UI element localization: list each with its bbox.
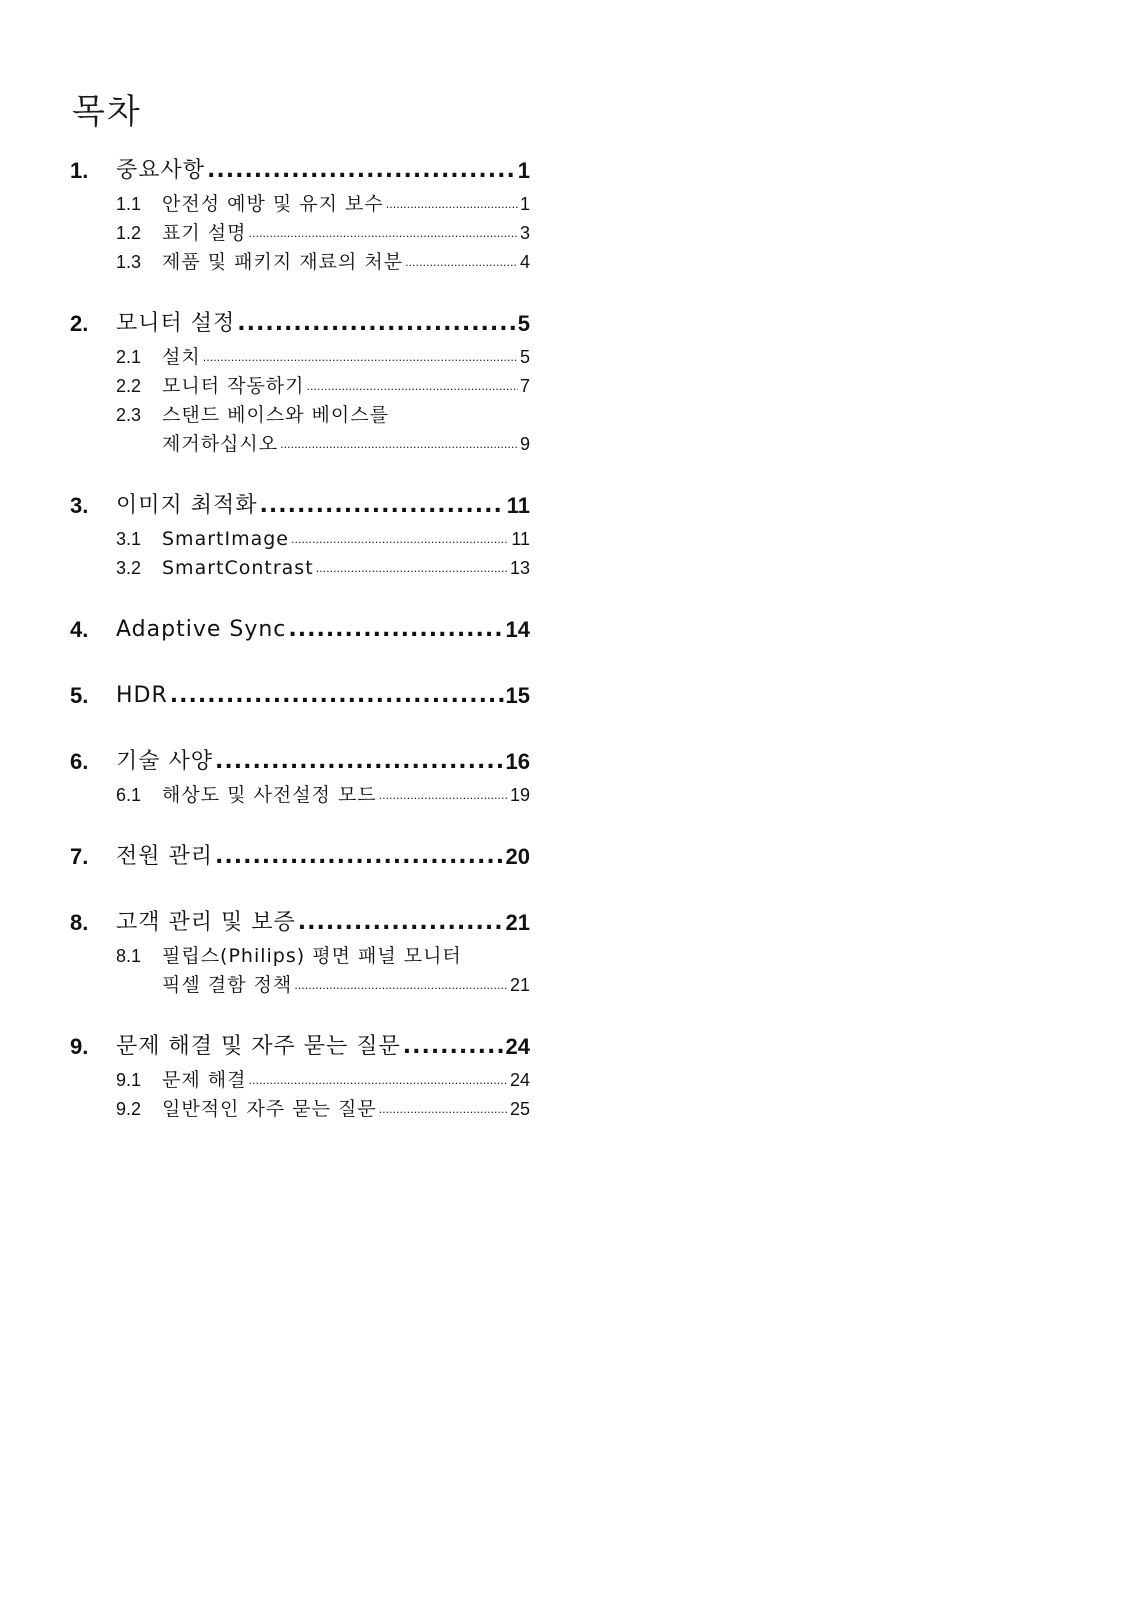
toc-section-3 (70, 487, 530, 583)
toc-subentry-label: 제품 및 패키지 재료의 처분 (162, 251, 404, 273)
toc-subentry-page: 9 (519, 434, 530, 454)
toc-subentry-label: 안전성 예방 및 유지 보수 (162, 193, 384, 215)
toc-subentry-3-2[interactable] (70, 554, 530, 583)
toc-subentry-number: 9.1 (116, 1070, 142, 1090)
toc-entry-label: 중요사항 (116, 158, 206, 183)
dot-leader (298, 904, 504, 942)
toc-section-1 (70, 152, 530, 277)
table-of-contents (70, 152, 530, 1124)
toc-subentry-3-1[interactable] (70, 525, 530, 554)
dot-leader (280, 430, 518, 459)
dot-leader (260, 487, 505, 525)
toc-entry-number: 3. (70, 493, 89, 518)
toc-entry-1[interactable] (70, 152, 530, 190)
toc-subentry-page: 4 (519, 252, 530, 272)
toc-subentry-number: 2.2 (116, 376, 142, 396)
toc-subentry-9-2[interactable] (70, 1095, 530, 1124)
toc-section-5 (70, 677, 530, 715)
toc-subentry-label: 표기 설명 (162, 222, 247, 244)
toc-entry-page: 15 (505, 683, 530, 708)
toc-entry-9[interactable] (70, 1028, 530, 1066)
toc-subentry-page: 13 (509, 558, 530, 578)
toc-subentry-8-1-continued[interactable] (70, 971, 530, 1000)
toc-subentry-label: 일반적인 자주 묻는 질문 (162, 1098, 377, 1120)
dot-leader (386, 190, 518, 219)
toc-subentry-1-1[interactable] (70, 190, 530, 219)
toc-entry-number: 9. (70, 1034, 89, 1059)
toc-section-2 (70, 305, 530, 459)
toc-entry-label: 이미지 최적화 (116, 493, 258, 518)
toc-section-7 (70, 838, 530, 876)
toc-entry-page: 5 (517, 311, 530, 336)
toc-entry-number: 4. (70, 617, 89, 642)
dot-leader (203, 343, 518, 372)
toc-subentry-page: 21 (509, 975, 530, 995)
toc-subentry-page: 3 (519, 223, 530, 243)
toc-entry-5[interactable] (70, 677, 530, 715)
toc-subentry-page: 1 (519, 194, 530, 214)
toc-subentry-page: 24 (509, 1070, 530, 1090)
toc-entry-page: 21 (505, 910, 530, 935)
toc-section-6 (70, 743, 530, 810)
toc-subentry-page: 19 (509, 785, 530, 805)
toc-entry-number: 1. (70, 158, 89, 183)
toc-subentry-number: 1.2 (116, 223, 142, 243)
toc-entry-page: 20 (505, 844, 530, 869)
toc-entry-label: HDR (116, 683, 168, 708)
dot-leader (316, 554, 508, 583)
toc-subentry-label: 해상도 및 사전설정 모드 (162, 784, 377, 806)
toc-subentry-page: 5 (519, 347, 530, 367)
toc-subentry-2-3[interactable] (70, 401, 530, 430)
dot-leader (405, 248, 518, 277)
dot-leader (294, 971, 508, 1000)
toc-entry-page: 14 (505, 617, 530, 642)
toc-subentry-2-3-continued[interactable] (70, 430, 530, 459)
toc-subentry-number: 2.1 (116, 347, 142, 367)
toc-subentry-2-1[interactable] (70, 343, 530, 372)
toc-subentry-label: 스탠드 베이스와 베이스를 (162, 404, 389, 426)
toc-entry-6[interactable] (70, 743, 530, 781)
toc-entry-number: 8. (70, 910, 89, 935)
toc-subentry-number: 2.3 (116, 405, 142, 425)
dot-leader (379, 1095, 508, 1124)
toc-entry-label: Adaptive Sync (116, 617, 287, 642)
toc-entry-number: 6. (70, 749, 89, 774)
toc-subentry-label: 설치 (162, 346, 201, 368)
toc-entry-8[interactable] (70, 904, 530, 942)
dot-leader (307, 372, 518, 401)
toc-entry-4[interactable] (70, 611, 530, 649)
toc-entry-page: 16 (505, 749, 530, 774)
toc-entry-number: 7. (70, 844, 89, 869)
toc-subentry-number: 6.1 (116, 785, 142, 805)
dot-leader (237, 305, 515, 343)
toc-subentry-label: 필립스(Philips) 평면 패널 모니터 (162, 945, 462, 967)
toc-subentry-number: 3.2 (116, 558, 142, 578)
toc-entry-number: 2. (70, 311, 89, 336)
toc-subentry-page: 7 (519, 376, 530, 396)
dot-leader (248, 1066, 508, 1095)
dot-leader (248, 219, 518, 248)
toc-entry-3[interactable] (70, 487, 530, 525)
toc-subentry-page: 11 (511, 529, 530, 549)
dot-leader (215, 838, 504, 876)
toc-subentry-1-3[interactable] (70, 248, 530, 277)
dot-leader (215, 743, 504, 781)
toc-subentry-label: 모니터 작동하기 (162, 375, 305, 397)
dot-leader (379, 781, 508, 810)
toc-subentry-number: 3.1 (116, 529, 142, 549)
toc-subentry-number: 8.1 (116, 946, 142, 966)
toc-subentry-2-2[interactable] (70, 372, 530, 401)
toc-subentry-label: 문제 해결 (162, 1069, 247, 1091)
toc-title: 목차 (72, 92, 142, 132)
toc-section-8 (70, 904, 530, 1000)
toc-entry-number: 5. (70, 683, 89, 708)
toc-subentry-number: 1.3 (116, 252, 142, 272)
toc-subentry-number: 1.1 (116, 194, 142, 214)
toc-entry-page: 1 (517, 158, 530, 183)
toc-entry-label: 문제 해결 및 자주 묻는 질문 (116, 1034, 401, 1059)
toc-entry-label: 고객 관리 및 보증 (116, 910, 296, 935)
toc-subentry-number: 9.2 (116, 1099, 142, 1119)
toc-subentry-label: SmartImage (162, 528, 289, 550)
toc-entry-page: 24 (505, 1034, 530, 1059)
toc-entry-label: 모니터 설정 (116, 311, 236, 336)
toc-subentry-label-continued: 픽셀 결함 정책 (162, 974, 293, 996)
toc-entry-label: 기술 사양 (116, 749, 214, 774)
toc-entry-page: 11 (506, 493, 530, 518)
toc-subentry-6-1[interactable] (70, 781, 530, 810)
toc-subentry-page: 25 (509, 1099, 530, 1119)
toc-entry-2[interactable] (70, 305, 530, 343)
toc-subentry-1-2[interactable] (70, 219, 530, 248)
toc-section-4 (70, 611, 530, 649)
toc-subentry-9-1[interactable] (70, 1066, 530, 1095)
toc-entry-label: 전원 관리 (116, 844, 214, 869)
dot-leader (403, 1028, 504, 1066)
dot-leader (170, 677, 504, 715)
toc-entry-7[interactable] (70, 838, 530, 876)
dot-leader (291, 525, 509, 554)
toc-subentry-8-1[interactable] (70, 942, 530, 971)
dot-leader (288, 611, 503, 649)
dot-leader (207, 152, 516, 190)
toc-section-9 (70, 1028, 530, 1124)
toc-subentry-label-continued: 제거하십시오 (162, 433, 279, 455)
toc-subentry-label: SmartContrast (162, 557, 314, 579)
